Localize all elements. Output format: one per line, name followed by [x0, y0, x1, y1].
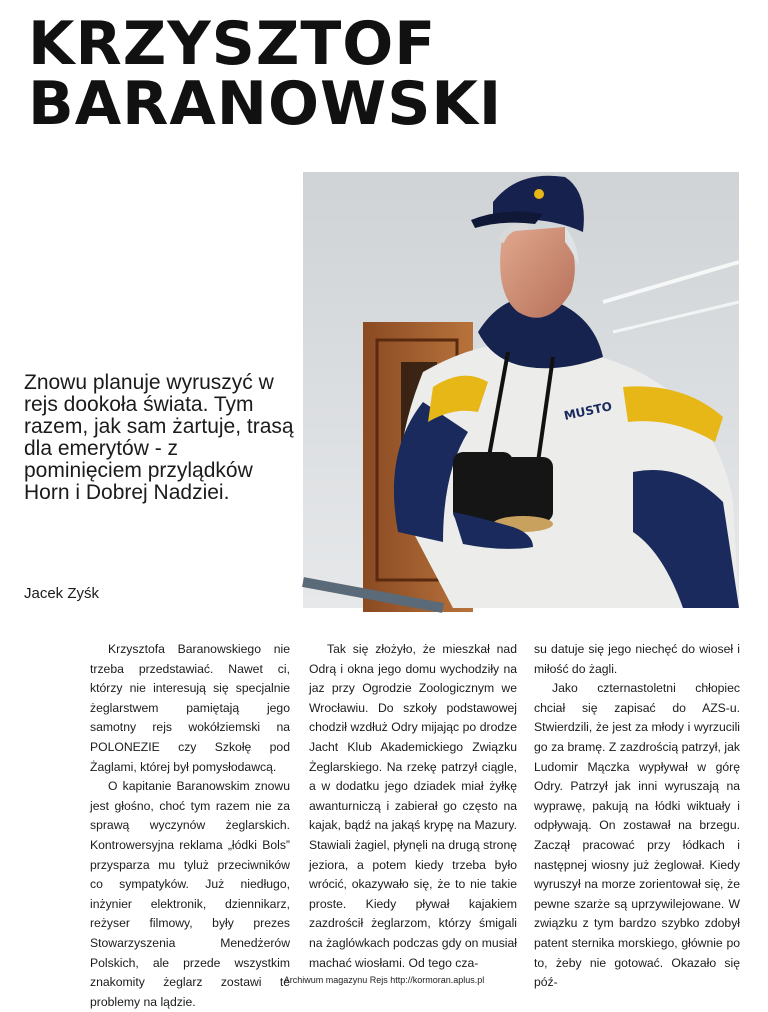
- lead-paragraph: Znowu planuje wyruszyć w rejs dookoła świata. Tym razem, jak sam żartuje, trasą dla emerytów - z pominięciem przylądków Horn i Dobrej Nadziei.: [24, 371, 294, 504]
- article-paragraph: su datuje się jego niechęć do wioseł i miłość do żagli.: [534, 642, 740, 676]
- article-paragraph: Jako czternastoletni chłopiec chciał się zapisać do AZS-u. Stwierdzili, że jest za młody i wyrzucili go za bramę. Z zazdrością patrzył, jak Ludomir Mączka wypływał w górę Odry. Patrzył jak inni wyruszają na wyprawę, pakują na łódki wiktuały i odpływają. On zostawał na brzegu. Zaczął pracować przy łódkach i następnej wiosny już żeglował. Kiedy wyruszył na morze zorientował się, że pewne szarże są uprzywilejowane. W związku z tym bardzo szybko zdobył patent sternika morskiego, głównie po to, żeby nie gotować. Okazało się póź-: [534, 681, 740, 990]
- article-paragraph: Tak się złożyło, że mieszkał nad Odrą i okna jego domu wychodziły na jaz przy Ogrodzie Zoologicznym we Wrocławiu. Do szkoły podstawowej chodził wzdłuż Odry mijając po drodze Jacht Klub Akademickiego Związku Żeglarskiego. Na rzekę patrzył ciągle, a w dodatku jego dziadek miał żyłkę awanturniczą i zabierał go często na kajak, bądź na jakąś krypę na Mazury. Stawiali żagiel, płynęli na drugą stronę jeziora, a potem kiedy trzeba było wrócić, okazywało się, że to nie takie proste. Kiedy pływał kajakiem zazdrościł żeglarzom, którzy śmigali na żaglówkach podczas gdy on musiał machać wiosłami. Od tego cza-: [309, 642, 517, 970]
- title-line-1: KRZYSZTOF: [28, 9, 437, 79]
- article-column-2: [309, 640, 517, 970]
- article-paragraph: O kapitanie Baranowskim znowu jest głośno, choć tym razem nie za sprawą wyczynów żeglarskich. Kontrowersyjna reklama „łódki Bols” przysparza mu tyluż przeciwników co sympatyków. Już niedługo, inżynier elektronik, dziennikarz, reżyser filmowy, były prezes Stowarzyszenia Menedżerów Polskich, ale przede wszystkim znakomity żeglarz zostawi te problemy na lądzie.: [90, 779, 290, 1009]
- author-byline: Jacek Zyśk: [24, 585, 100, 602]
- archive-footer: Archiwum magazynu Rejs http://kormoran.aplus.pl: [283, 975, 485, 985]
- article-column-1: [90, 640, 290, 1009]
- article-paragraph: Krzysztofa Baranowskiego nie trzeba przedstawiać. Nawet ci, którzy nie interesują się specjalnie żeglarstwem pamiętają jego samotny rejs wokółziemski na POLONEZIE czy Szkołę pod Żaglami, której był pomysłodawcą.: [90, 642, 290, 774]
- article-column-3: [534, 640, 740, 990]
- portrait-photo: [303, 172, 739, 608]
- jacket-logo: MUSTO: [562, 399, 614, 423]
- article-title: [28, 9, 503, 139]
- title-line-2: BARANOWSKI: [28, 69, 503, 139]
